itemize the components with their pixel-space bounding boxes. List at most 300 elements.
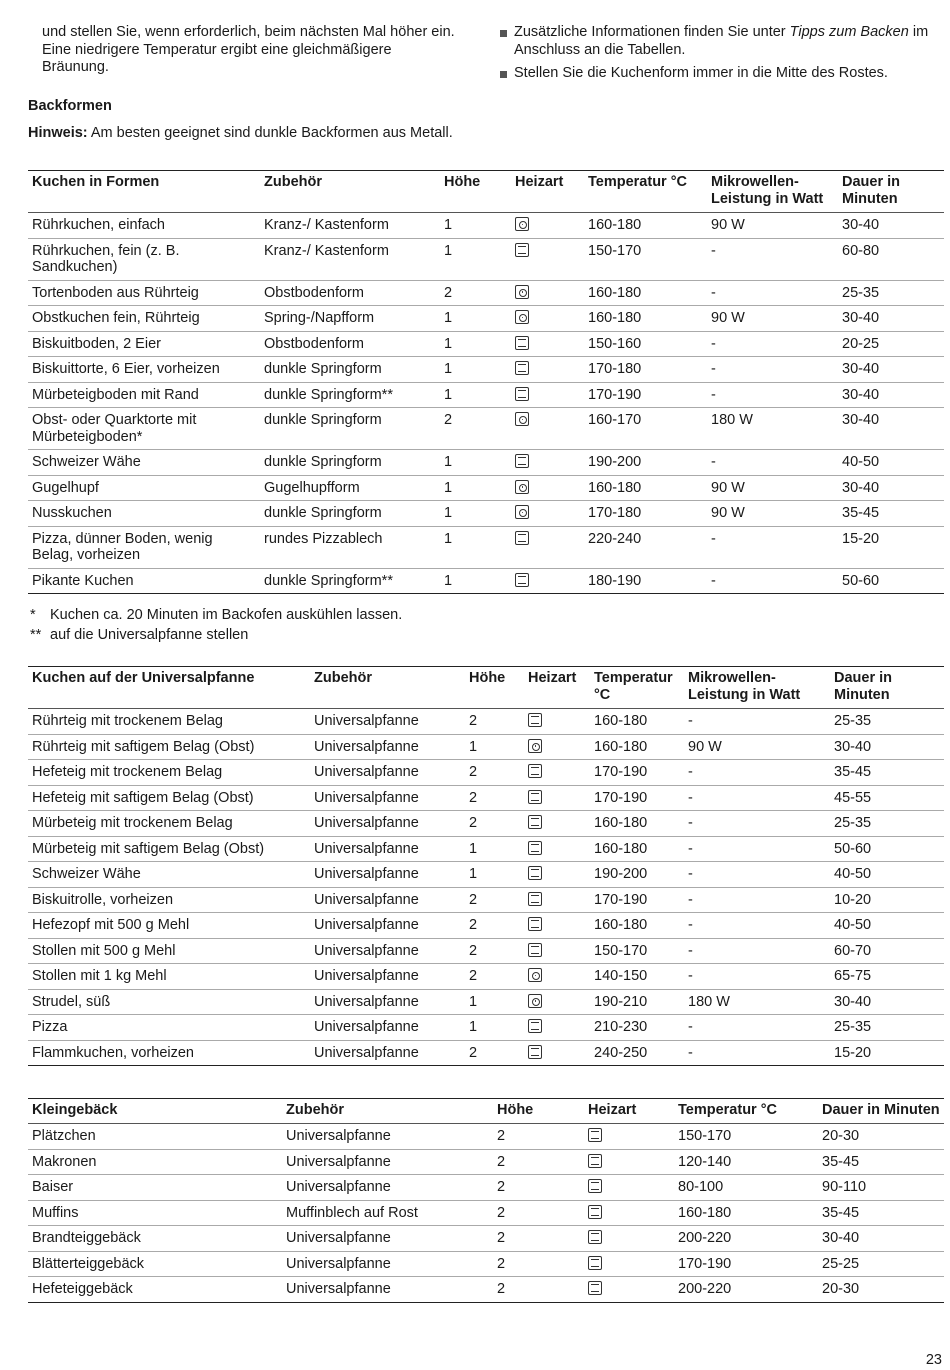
table-cell: - xyxy=(684,811,830,837)
table-cell: 2 xyxy=(465,785,524,811)
column-header: Heizart xyxy=(584,1099,674,1124)
table-cell: rundes Pizzablech xyxy=(260,526,440,568)
table-cell: Muffinblech auf Rost xyxy=(282,1200,493,1226)
heating-mode-cell xyxy=(511,213,584,239)
table-cell: Nusskuchen xyxy=(28,501,260,527)
table-cell: 30-40 xyxy=(838,475,944,501)
heating-mode-cell xyxy=(584,1149,674,1175)
table-row xyxy=(28,938,944,964)
table-cell: 90 W xyxy=(684,734,830,760)
top-bottom-heat-icon xyxy=(528,1045,542,1059)
table-cell: - xyxy=(684,862,830,888)
table-cell: 1 xyxy=(440,501,511,527)
table-cell: Hefeteiggebäck xyxy=(28,1277,282,1303)
top-bottom-heat-icon xyxy=(515,387,529,401)
column-header: Höhe xyxy=(465,667,524,709)
table-cell: 50-60 xyxy=(838,568,944,594)
table-cell: 150-160 xyxy=(584,331,707,357)
table-cell: 25-35 xyxy=(830,709,944,735)
top-bottom-heat-icon xyxy=(528,764,542,778)
table-cell: 160-180 xyxy=(590,734,684,760)
table-cell: 35-45 xyxy=(818,1200,944,1226)
table-cell: Obstkuchen fein, Rührteig xyxy=(28,306,260,332)
table-cell: Stollen mit 1 kg Mehl xyxy=(28,964,310,990)
table-cell: - xyxy=(707,357,838,383)
column-header: Dauer in Minuten xyxy=(830,667,944,709)
heating-mode-cell xyxy=(511,408,584,450)
heating-mode-cell xyxy=(511,280,584,306)
table-cell: Universalpfanne xyxy=(310,709,465,735)
top-bottom-heat-icon xyxy=(528,892,542,906)
fan-heat-icon xyxy=(515,480,529,494)
table-cell: 160-180 xyxy=(590,836,684,862)
table-cell: Universalpfanne xyxy=(310,734,465,760)
heating-mode-cell xyxy=(524,1040,590,1066)
table-cell: Obstbodenform xyxy=(260,280,440,306)
table-cell: 35-45 xyxy=(818,1149,944,1175)
top-bottom-heat-icon xyxy=(588,1230,602,1244)
table-cell: Gugelhupf xyxy=(28,475,260,501)
table-cell: 150-170 xyxy=(590,938,684,964)
footnote-mark: * xyxy=(30,607,36,623)
table-cell: 160-180 xyxy=(590,913,684,939)
table-cell: Spring-/Napfform xyxy=(260,306,440,332)
footnote-text: auf die Universalpfanne stellen xyxy=(50,627,249,643)
table-cell: dunkle Springform xyxy=(260,357,440,383)
bullet-item-tips xyxy=(500,24,945,59)
table-cell: 150-170 xyxy=(674,1124,818,1150)
table-cell: 90 W xyxy=(707,501,838,527)
column-header: Dauer in Minuten xyxy=(838,171,944,213)
table-cell: Universalpfanne xyxy=(282,1277,493,1303)
table-cell: Universalpfanne xyxy=(282,1251,493,1277)
table-cell: Biskuitboden, 2 Eier xyxy=(28,331,260,357)
table-header-row xyxy=(28,171,944,213)
top-bottom-heat-icon xyxy=(588,1256,602,1270)
table-cell: 2 xyxy=(465,938,524,964)
table-cell: 240-250 xyxy=(590,1040,684,1066)
table-cell: 1 xyxy=(440,475,511,501)
table-cell: 30-40 xyxy=(838,213,944,239)
table-row xyxy=(28,1251,944,1277)
table-cell: Universalpfanne xyxy=(310,811,465,837)
table-cell: 2 xyxy=(493,1200,584,1226)
table-cell: - xyxy=(707,238,838,280)
table-cell: 160-170 xyxy=(584,408,707,450)
heating-mode-cell xyxy=(511,501,584,527)
table-cell: 1 xyxy=(440,568,511,594)
table-cell: Hefezopf mit 500 g Mehl xyxy=(28,913,310,939)
table-cell: 60-70 xyxy=(830,938,944,964)
column-header: Kuchen auf der Universalpfanne xyxy=(28,667,310,709)
heating-mode-cell xyxy=(524,811,590,837)
table-cell: 35-45 xyxy=(830,760,944,786)
table-cell: 60-80 xyxy=(838,238,944,280)
table-cell: Pizza, dünner Boden, wenig Belag, vorheizen xyxy=(28,526,260,568)
table-row xyxy=(28,709,944,735)
table-row xyxy=(28,526,944,568)
table-cell: 40-50 xyxy=(830,913,944,939)
table-cell: 30-40 xyxy=(830,989,944,1015)
table-row xyxy=(28,989,944,1015)
table-cell: 90 W xyxy=(707,213,838,239)
table-cell: 90 W xyxy=(707,475,838,501)
table-cell: Biskuittorte, 6 Eier, vorheizen xyxy=(28,357,260,383)
table-cell: 190-210 xyxy=(590,989,684,1015)
table-cell: 160-180 xyxy=(584,475,707,501)
table-cell: Brandteiggebäck xyxy=(28,1226,282,1252)
table-cell: Universalpfanne xyxy=(310,913,465,939)
footnote xyxy=(28,605,402,625)
top-bottom-heat-icon xyxy=(528,917,542,931)
table-row xyxy=(28,1040,944,1066)
column-header: Heizart xyxy=(511,171,584,213)
heating-mode-cell xyxy=(524,989,590,1015)
table-cell: Flammkuchen, vorheizen xyxy=(28,1040,310,1066)
table-row xyxy=(28,306,944,332)
table-cell: Kranz-/ Kastenform xyxy=(260,238,440,280)
fan-heat-icon xyxy=(515,412,529,426)
top-bottom-heat-icon xyxy=(515,531,529,545)
table-cell: dunkle Springform** xyxy=(260,568,440,594)
table-row xyxy=(28,238,944,280)
table-cell: 2 xyxy=(465,913,524,939)
table-cell: 35-45 xyxy=(838,501,944,527)
table-cell: Universalpfanne xyxy=(310,1015,465,1041)
heating-mode-cell xyxy=(524,836,590,862)
table-cell: Pizza xyxy=(28,1015,310,1041)
column-header: Zubehör xyxy=(260,171,440,213)
table-cell: 15-20 xyxy=(830,1040,944,1066)
heating-mode-cell xyxy=(584,1200,674,1226)
table-cell: Rührkuchen, einfach xyxy=(28,213,260,239)
heating-mode-cell xyxy=(511,475,584,501)
table-cell: 2 xyxy=(465,1040,524,1066)
table-cell: 1 xyxy=(440,331,511,357)
heating-mode-cell xyxy=(524,938,590,964)
table-cell: dunkle Springform xyxy=(260,450,440,476)
table-cell: 140-150 xyxy=(590,964,684,990)
table-cell: Tortenboden aus Rührteig xyxy=(28,280,260,306)
table-cell: Kranz-/ Kastenform xyxy=(260,213,440,239)
table-cell: 120-140 xyxy=(674,1149,818,1175)
table-cell: 180 W xyxy=(707,408,838,450)
table-cell: 1 xyxy=(465,1015,524,1041)
table-cell: - xyxy=(684,785,830,811)
hint-note xyxy=(28,125,458,143)
heating-mode-cell xyxy=(511,357,584,383)
table-cell: 40-50 xyxy=(830,862,944,888)
column-header: Kuchen in Formen xyxy=(28,171,260,213)
table-row xyxy=(28,1175,944,1201)
top-bottom-heat-icon xyxy=(528,713,542,727)
table-row xyxy=(28,501,944,527)
table-row xyxy=(28,1149,944,1175)
top-bottom-heat-icon xyxy=(528,841,542,855)
data-table xyxy=(28,170,944,594)
table-cell: 20-30 xyxy=(818,1124,944,1150)
table-row xyxy=(28,887,944,913)
table-cell: 1 xyxy=(440,306,511,332)
table-cell: - xyxy=(707,331,838,357)
top-bottom-heat-icon xyxy=(588,1281,602,1295)
table-cell: 2 xyxy=(465,760,524,786)
top-bottom-heat-icon xyxy=(588,1205,602,1219)
table-row xyxy=(28,785,944,811)
heating-mode-cell xyxy=(524,1015,590,1041)
table-cell: Universalpfanne xyxy=(310,760,465,786)
table-cell: 180-190 xyxy=(584,568,707,594)
table-cell: 160-180 xyxy=(590,709,684,735)
table-cell: 1 xyxy=(465,734,524,760)
table-cell: 2 xyxy=(493,1149,584,1175)
table-row xyxy=(28,760,944,786)
heating-mode-cell xyxy=(511,526,584,568)
table-row xyxy=(28,1226,944,1252)
top-bottom-heat-icon xyxy=(528,815,542,829)
table-cell: 50-60 xyxy=(830,836,944,862)
intro-continuation-text: und stellen Sie, wenn erforderlich, beim nächsten Mal höher ein. Eine niedrigere Temperatur ergibt eine gleichmäßigere Bräunung. xyxy=(42,24,455,75)
page-number: 23 xyxy=(925,1352,942,1368)
top-bottom-heat-icon xyxy=(588,1128,602,1142)
bullet-text: Zusätzliche Informationen finden Sie unter xyxy=(514,24,790,40)
table-row xyxy=(28,475,944,501)
table-cell: 2 xyxy=(440,280,511,306)
table-cell: Rührkuchen, fein (z. B. Sandkuchen) xyxy=(28,238,260,280)
table-cell: 180 W xyxy=(684,989,830,1015)
top-bottom-heat-icon xyxy=(515,243,529,257)
data-table xyxy=(28,1098,944,1303)
table-cell: Universalpfanne xyxy=(310,964,465,990)
table-cell: - xyxy=(684,913,830,939)
table-cell: 1 xyxy=(465,862,524,888)
table-cell: Schweizer Wähe xyxy=(28,862,310,888)
table-cell: 220-240 xyxy=(584,526,707,568)
table-cell: 160-180 xyxy=(584,213,707,239)
column-header: Zubehör xyxy=(282,1099,493,1124)
heating-mode-cell xyxy=(524,760,590,786)
table-cell: 65-75 xyxy=(830,964,944,990)
table-cell: Makronen xyxy=(28,1149,282,1175)
bullet-text: im Anschluss an die Tabellen. xyxy=(514,24,929,58)
table-cell: dunkle Springform** xyxy=(260,382,440,408)
table-cell: 2 xyxy=(493,1277,584,1303)
column-header: Heizart xyxy=(524,667,590,709)
table-cell: Muffins xyxy=(28,1200,282,1226)
table-cell: 2 xyxy=(493,1124,584,1150)
table-row xyxy=(28,450,944,476)
table-cell: - xyxy=(684,938,830,964)
table-cell: 200-220 xyxy=(674,1226,818,1252)
top-bottom-heat-icon xyxy=(528,1019,542,1033)
table-cell: 2 xyxy=(493,1175,584,1201)
footnote-text: Kuchen ca. 20 Minuten im Backofen auskühlen lassen. xyxy=(50,607,403,623)
table-cell: 30-40 xyxy=(830,734,944,760)
table-cell: - xyxy=(707,382,838,408)
column-header: Höhe xyxy=(493,1099,584,1124)
table-cell: 25-35 xyxy=(830,1015,944,1041)
column-header: Kleingebäck xyxy=(28,1099,282,1124)
table-row xyxy=(28,1124,944,1150)
heating-mode-cell xyxy=(524,862,590,888)
heating-mode-cell xyxy=(584,1175,674,1201)
table-cell: 2 xyxy=(440,408,511,450)
table-cell: Mürbeteigboden mit Rand xyxy=(28,382,260,408)
heating-mode-cell xyxy=(511,568,584,594)
table-row xyxy=(28,811,944,837)
top-bottom-heat-icon xyxy=(588,1179,602,1193)
table-cell: 40-50 xyxy=(838,450,944,476)
table-cell: Universalpfanne xyxy=(310,785,465,811)
heating-mode-cell xyxy=(524,964,590,990)
table-cell: Gugelhupfform xyxy=(260,475,440,501)
table-cell: Rührteig mit trockenem Belag xyxy=(28,709,310,735)
section-heading-backformen: Backformen xyxy=(28,97,112,114)
heating-mode-cell xyxy=(511,382,584,408)
table-cell: - xyxy=(684,836,830,862)
table-cell: 30-40 xyxy=(838,357,944,383)
heating-mode-cell xyxy=(584,1277,674,1303)
table-cell: 10-20 xyxy=(830,887,944,913)
table-cell: 160-180 xyxy=(584,280,707,306)
table-cakes-universal-pan xyxy=(28,666,944,1066)
table-cell: 170-180 xyxy=(584,501,707,527)
table-cell: Universalpfanne xyxy=(310,989,465,1015)
heating-mode-cell xyxy=(511,331,584,357)
table-cell: 170-180 xyxy=(584,357,707,383)
table-cell: - xyxy=(707,526,838,568)
table-cell: 190-200 xyxy=(584,450,707,476)
table-cell: 30-40 xyxy=(838,306,944,332)
table-cell: 210-230 xyxy=(590,1015,684,1041)
table-cell: Universalpfanne xyxy=(310,938,465,964)
table-cell: 190-200 xyxy=(590,862,684,888)
table-cell: - xyxy=(684,760,830,786)
table-cell: 2 xyxy=(465,964,524,990)
table-cell: 150-170 xyxy=(584,238,707,280)
table-cell: 30-40 xyxy=(818,1226,944,1252)
table-cell: Strudel, süß xyxy=(28,989,310,1015)
table-row xyxy=(28,213,944,239)
table-cell: 1 xyxy=(440,382,511,408)
table-cell: Biskuitrolle, vorheizen xyxy=(28,887,310,913)
table-cell: Pikante Kuchen xyxy=(28,568,260,594)
table-row xyxy=(28,331,944,357)
column-header: Zubehör xyxy=(310,667,465,709)
top-bottom-heat-icon xyxy=(588,1154,602,1168)
table-cell: 90 W xyxy=(707,306,838,332)
table-cell: 170-190 xyxy=(584,382,707,408)
table-row xyxy=(28,568,944,594)
heating-mode-cell xyxy=(511,238,584,280)
intro-left-column xyxy=(28,24,458,143)
table-cell: 2 xyxy=(465,709,524,735)
column-header: Höhe xyxy=(440,171,511,213)
table-cell: 170-190 xyxy=(590,760,684,786)
table-cell: Hefeteig mit saftigem Belag (Obst) xyxy=(28,785,310,811)
table-row xyxy=(28,862,944,888)
table-cell: 15-20 xyxy=(838,526,944,568)
bullet-item-center: Stellen Sie die Kuchenform immer in die Mitte des Rostes. xyxy=(500,65,945,83)
hint-text: Am besten geeignet sind dunkle Backformen aus Metall. xyxy=(87,125,453,141)
table-cell: Hefeteig mit trockenem Belag xyxy=(28,760,310,786)
table-cell: - xyxy=(707,450,838,476)
column-header: Temperatur °C xyxy=(674,1099,818,1124)
table-cell: 20-30 xyxy=(818,1277,944,1303)
table-cell: - xyxy=(684,964,830,990)
footnotes xyxy=(28,605,402,645)
table-cell: Blätterteiggebäck xyxy=(28,1251,282,1277)
table-cell: Stollen mit 500 g Mehl xyxy=(28,938,310,964)
table-cell: 25-35 xyxy=(830,811,944,837)
table-cell: Rührteig mit saftigem Belag (Obst) xyxy=(28,734,310,760)
footnote xyxy=(28,625,402,645)
table-cell: - xyxy=(684,709,830,735)
table-cell: Universalpfanne xyxy=(310,862,465,888)
table-cell: - xyxy=(684,1015,830,1041)
top-bottom-heat-icon xyxy=(515,361,529,375)
top-bottom-heat-icon xyxy=(515,573,529,587)
table-cell: 2 xyxy=(493,1251,584,1277)
table-cell: 25-25 xyxy=(818,1251,944,1277)
table-cell: 170-190 xyxy=(674,1251,818,1277)
table-cell: Schweizer Wähe xyxy=(28,450,260,476)
table-cell: 2 xyxy=(493,1226,584,1252)
table-row xyxy=(28,734,944,760)
table-cell: 1 xyxy=(465,836,524,862)
top-bottom-heat-icon xyxy=(515,336,529,350)
table-row xyxy=(28,1277,944,1303)
top-bottom-heat-icon xyxy=(528,790,542,804)
table-cell: 2 xyxy=(465,887,524,913)
table-cell: 160-180 xyxy=(584,306,707,332)
table-cell: 2 xyxy=(465,811,524,837)
table-cell: - xyxy=(707,280,838,306)
table-row xyxy=(28,836,944,862)
table-cell: dunkle Springform xyxy=(260,408,440,450)
table-cell: Universalpfanne xyxy=(310,1040,465,1066)
top-bottom-heat-icon xyxy=(515,454,529,468)
table-cell: 1 xyxy=(440,238,511,280)
hint-label: Hinweis: xyxy=(28,125,88,141)
heating-mode-cell xyxy=(524,709,590,735)
data-table xyxy=(28,666,944,1066)
table-small-pastries xyxy=(28,1098,944,1303)
table-row xyxy=(28,964,944,990)
table-cell: dunkle Springform xyxy=(260,501,440,527)
table-cell: Plätzchen xyxy=(28,1124,282,1150)
heating-mode-cell xyxy=(524,887,590,913)
table-cell: 90-110 xyxy=(818,1175,944,1201)
heating-mode-cell xyxy=(524,785,590,811)
table-cell: 160-180 xyxy=(590,811,684,837)
heating-mode-cell xyxy=(584,1124,674,1150)
table-row xyxy=(28,382,944,408)
fan-heat-icon xyxy=(515,285,529,299)
table-header-row xyxy=(28,1099,944,1124)
table-cell: 30-40 xyxy=(838,382,944,408)
fan-heat-icon xyxy=(528,968,542,982)
table-header-row xyxy=(28,667,944,709)
table-cell: - xyxy=(707,568,838,594)
fan-heat-icon xyxy=(515,310,529,324)
table-cell: Baiser xyxy=(28,1175,282,1201)
table-cell: Universalpfanne xyxy=(282,1226,493,1252)
table-cell: 160-180 xyxy=(674,1200,818,1226)
table-cell: Mürbeteig mit trockenem Belag xyxy=(28,811,310,837)
table-cell: Obst- oder Quarktorte mit Mürbeteigboden* xyxy=(28,408,260,450)
table-cell: 1 xyxy=(440,213,511,239)
